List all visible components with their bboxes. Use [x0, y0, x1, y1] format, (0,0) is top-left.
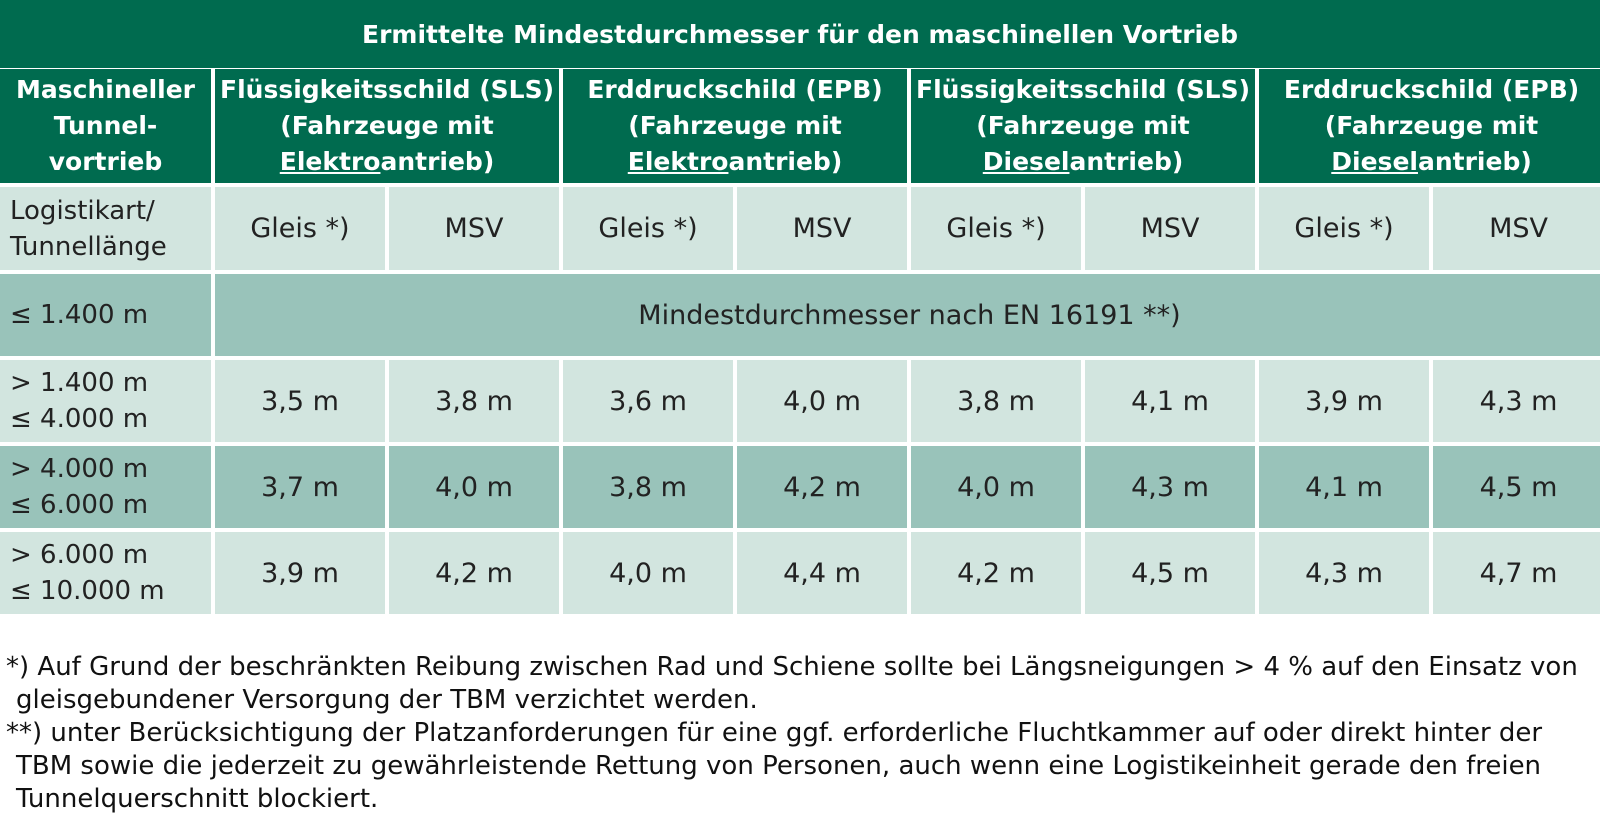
- header-line: (Fahrzeuge mit: [628, 111, 842, 140]
- diameter-table: [0, 65, 1600, 618]
- col-gleis: Gleis *): [1259, 187, 1429, 270]
- row-label-line: > 4.000 m: [10, 454, 149, 484]
- header-method-line: vortrieb: [48, 147, 163, 176]
- value-cell: 4,2 m: [389, 532, 559, 614]
- header-method-line: Maschineller: [16, 75, 195, 104]
- value-cell: 3,8 m: [563, 446, 733, 528]
- table-row: [0, 360, 1600, 442]
- merged-note-cell: Mindestdurchmesser nach EN 16191 **): [215, 274, 1600, 356]
- row-label-line: ≤ 4.000 m: [10, 404, 149, 434]
- col-msv: MSV: [737, 187, 907, 270]
- row-up-to-1400: [0, 274, 1600, 356]
- footnote-1: *) Auf Grund der beschränkten Reibung zwischen Rad und Schiene sollte bei Längsneigungen > 4 % auf den Einsatz von: [6, 652, 1578, 682]
- header-epb-diesel: [1259, 69, 1600, 183]
- header-line: Flüssigkeitsschild (SLS): [916, 75, 1251, 104]
- header-method: [0, 69, 211, 183]
- label-line: Tunnellänge: [10, 231, 167, 262]
- row-label: [0, 446, 211, 528]
- row-label-line: > 6.000 m: [10, 540, 149, 570]
- value-cell: 3,9 m: [215, 532, 385, 614]
- header-line: Erddruckschild (EPB): [587, 75, 883, 104]
- value-cell: 3,8 m: [911, 360, 1081, 442]
- value-cell: 3,5 m: [215, 360, 385, 442]
- value-cell: 4,5 m: [1433, 446, 1600, 528]
- row-label-line: > 1.400 m: [10, 368, 149, 398]
- header-underlined: Diesel: [982, 147, 1070, 176]
- value-cell: 3,7 m: [215, 446, 385, 528]
- header-line: (Fahrzeuge mit: [1324, 111, 1539, 140]
- value-cell: 4,0 m: [389, 446, 559, 528]
- footnotes: [6, 651, 1594, 816]
- value-cell: 4,0 m: [737, 360, 907, 442]
- logistics-label: [0, 187, 211, 270]
- header-rest: antrieb): [728, 147, 843, 176]
- value-cell: 4,1 m: [1085, 360, 1255, 442]
- header-line: [215, 144, 559, 180]
- col-msv: MSV: [389, 187, 559, 270]
- header-line: [1259, 144, 1600, 180]
- header-underlined: Elektro: [627, 147, 729, 176]
- header-line: (Fahrzeuge mit: [280, 111, 494, 140]
- header-method-line: Tunnel-: [53, 111, 158, 140]
- header-line: [911, 144, 1255, 180]
- col-gleis: Gleis *): [563, 187, 733, 270]
- header-sls-diesel: [911, 69, 1255, 183]
- footnote-2-continued: TBM sowie die jederzeit zu gewährleistende Rettung von Personen, auch wenn eine Logistikeinheit gerade den freien: [16, 751, 1542, 781]
- header-line: Flüssigkeitsschild (SLS): [220, 75, 555, 104]
- table-title: Ermittelte Mindestdurchmesser für den maschinellen Vortrieb: [0, 0, 1600, 68]
- table-row: [0, 446, 1600, 528]
- value-cell: 4,2 m: [737, 446, 907, 528]
- row-label: [0, 532, 211, 614]
- value-cell: 4,0 m: [911, 446, 1081, 528]
- footnote-1-continued: gleisgebundener Versorgung der TBM verzichtet werden.: [16, 685, 758, 715]
- col-msv: MSV: [1433, 187, 1600, 270]
- row-label: ≤ 1.400 m: [0, 274, 211, 356]
- header-rest: antrieb): [380, 147, 495, 176]
- row-label: [0, 360, 211, 442]
- value-cell: 4,4 m: [737, 532, 907, 614]
- table-row: [0, 532, 1600, 614]
- header-rest: antrieb): [1069, 147, 1184, 176]
- value-cell: 4,0 m: [563, 532, 733, 614]
- header-sls-electric: [215, 69, 559, 183]
- value-cell: 4,3 m: [1085, 446, 1255, 528]
- header-rest: antrieb): [1417, 147, 1532, 176]
- value-cell: 4,1 m: [1259, 446, 1429, 528]
- value-cell: 3,8 m: [389, 360, 559, 442]
- value-cell: 4,5 m: [1085, 532, 1255, 614]
- value-cell: 4,3 m: [1259, 532, 1429, 614]
- row-label-line: ≤ 10.000 m: [10, 576, 165, 606]
- value-cell: 3,9 m: [1259, 360, 1429, 442]
- header-line: Erddruckschild (EPB): [1283, 75, 1580, 104]
- col-gleis: Gleis *): [911, 187, 1081, 270]
- subheader-row: [0, 187, 1600, 270]
- header-epb-electric: [563, 69, 907, 183]
- value-cell: 4,3 m: [1433, 360, 1600, 442]
- footnote-2: **) unter Berücksichtigung der Platzanforderungen für eine ggf. erforderliche Fluchtkammer auf oder direkt hinter der: [6, 718, 1543, 748]
- header-line: [563, 144, 907, 180]
- header-underlined: Diesel: [1331, 147, 1418, 176]
- footnote-2-continued: Tunnelquerschnitt blockiert.: [16, 784, 379, 814]
- value-cell: 3,6 m: [563, 360, 733, 442]
- value-cell: 4,7 m: [1433, 532, 1600, 614]
- row-label-line: ≤ 6.000 m: [10, 490, 149, 520]
- col-gleis: Gleis *): [215, 187, 385, 270]
- header-row: [0, 69, 1600, 183]
- col-msv: MSV: [1085, 187, 1255, 270]
- header-line: (Fahrzeuge mit: [976, 111, 1190, 140]
- value-cell: 4,2 m: [911, 532, 1081, 614]
- label-line: Logistikart/: [10, 195, 155, 226]
- header-underlined: Elektro: [279, 147, 381, 176]
